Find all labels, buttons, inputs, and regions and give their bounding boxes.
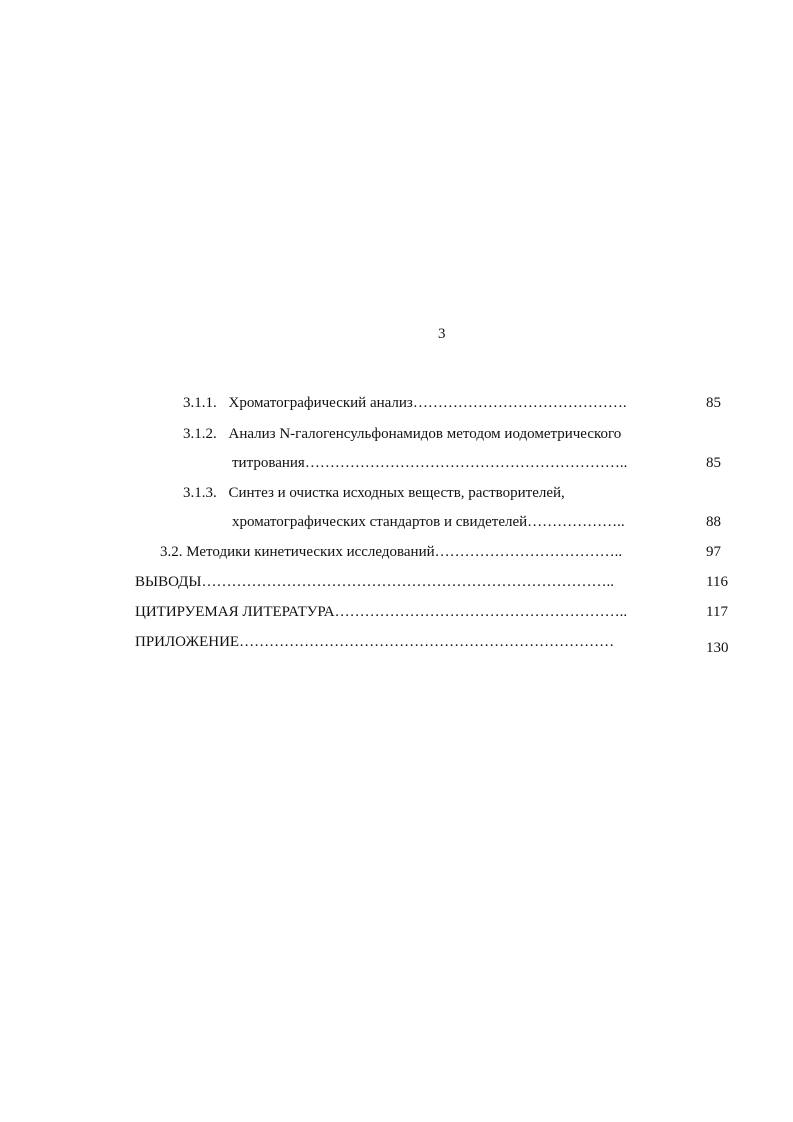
toc-entry-appendix: ПРИЛОЖЕНИЕ………………………………………………………………… [135, 634, 615, 650]
toc-entry-title-continuation: хроматографических стандартов и свидетелей……………….. [232, 514, 625, 530]
toc-entry-page: 130 [706, 640, 729, 656]
toc-entry-3-1-1 [183, 394, 627, 412]
toc-entry-page: 116 [706, 574, 728, 590]
page-number: 3 [438, 326, 446, 342]
toc-entry-number: 3.1.3. [183, 485, 217, 501]
toc-entry-page: 85 [706, 455, 721, 471]
toc-entry-3-1-3 [183, 484, 565, 502]
toc-entry-title-continuation: титрования……………………………………………………….. [232, 455, 628, 471]
toc-entry-title: Хроматографический анализ……………………………………. [228, 395, 627, 411]
toc-entry-literature: ЦИТИРУЕМАЯ ЛИТЕРАТУРА………………………………………………….. [135, 604, 628, 620]
toc-entry-3-1-2 [183, 425, 621, 443]
toc-entry-number: 3.1.1. [183, 395, 217, 411]
toc-entry-conclusions: ВЫВОДЫ……………………………………………………………………….. [135, 574, 614, 590]
toc-entry-page: 88 [706, 514, 721, 530]
toc-entry-page: 85 [706, 395, 721, 411]
toc-entry-page: 97 [706, 544, 721, 560]
toc-entry-title: Анализ N-галогенсульфонамидов методом иодометрического [228, 426, 622, 442]
toc-entry-page: 117 [706, 604, 728, 620]
toc-entry-3-2: 3.2. Методики кинетических исследований……………………………….. [160, 544, 623, 560]
toc-entry-title: Синтез и очистка исходных веществ, растворителей, [228, 485, 565, 501]
toc-entry-number: 3.1.2. [183, 426, 217, 442]
